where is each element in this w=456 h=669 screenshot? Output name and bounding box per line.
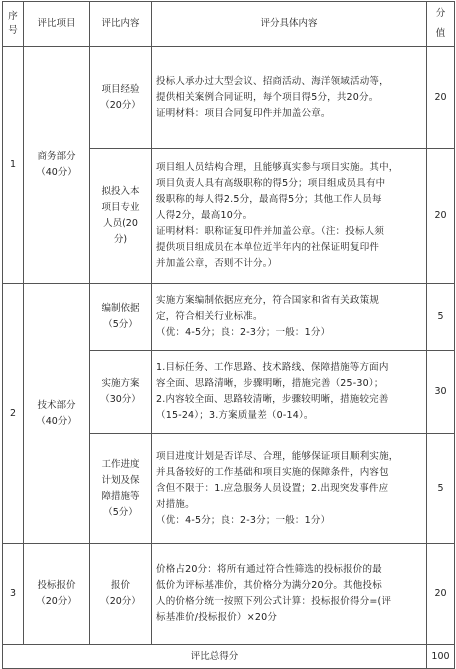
content-line: 工作进度: [101, 458, 140, 470]
item-name: 技术部分: [37, 399, 76, 411]
content-cell: [90, 351, 152, 434]
detail-line: 提供相关案例合同证明，每个项目得5分，共20分。: [156, 91, 379, 103]
detail-line: 投标人承办过大型会议、招商活动、海洋领域活动等，: [156, 75, 389, 87]
content-cell: [90, 47, 152, 149]
item-points: （20分）: [36, 596, 77, 607]
detail-line: 标基准价/投标报价）×20分: [156, 612, 278, 623]
content-line: （20分）: [100, 596, 141, 607]
detail-line: 定，符合相关行业标准。: [156, 311, 263, 322]
detail-line: 含但不限于：1.应急服务人员设置；2.出现突发事件应: [156, 482, 389, 494]
seq-cell: 2: [3, 284, 24, 544]
header-content: 评比内容: [90, 2, 152, 47]
table-row: [3, 284, 455, 351]
detail-line: 容全面、思路清晰，步骤明晰，措施完善（25-30）；: [156, 378, 384, 389]
header-item: 评比项目: [24, 2, 90, 47]
content-line: 分): [113, 234, 128, 245]
content-line: 实施方案: [101, 378, 140, 389]
total-label: 评比总得分: [3, 645, 427, 669]
detail-line: 提供项目组成员在本单位近半年内的社保证明复印件: [156, 242, 380, 253]
content-cell: [90, 149, 152, 284]
content-line: （20分）: [100, 99, 141, 111]
detail-line: （优：4-5分；良：2-3分；一般：1分）: [156, 514, 331, 526]
detail-line: 1.目标任务、工作思路、技术路线、保障措施等方面内: [156, 362, 389, 373]
detail-cell: [152, 284, 427, 351]
item-cell: [24, 544, 90, 645]
header-seq: 序号: [3, 2, 24, 47]
detail-line: 项目进度计划是否详尽、合理，能够保证项目顺利实施，: [156, 450, 399, 462]
score-cell: 20: [427, 149, 455, 284]
table-row: [3, 544, 455, 645]
header-row: [3, 2, 455, 47]
item-name: 商务部分: [37, 151, 76, 162]
content-line: 编制依据: [101, 303, 140, 314]
detail-line: 人的价格分统一按照下列公式计算：投标报价得分=(评: [156, 596, 392, 607]
header-detail: 评分具体内容: [152, 2, 427, 47]
detail-line: 证明材料：职称证复印件并加盖公章。（注：投标人须: [156, 226, 385, 237]
content-line: 拟投入本: [101, 186, 140, 197]
item-name: 投标报价: [37, 580, 76, 591]
score-cell: 20: [427, 47, 455, 149]
detail-line: 价格占20分：将所有通过符合性筛选的投标报价的最: [156, 564, 382, 575]
detail-line: 2.内容较全面、思路较清晰，步骤较明晰，措施较完善: [156, 394, 389, 405]
content-line: 项目经验: [101, 83, 140, 95]
content-line: 障措施等: [101, 490, 140, 502]
content-line: 报价: [110, 580, 130, 591]
total-score: 100: [427, 645, 455, 669]
content-cell: [90, 544, 152, 645]
detail-cell: [152, 544, 427, 645]
detail-line: 对措施。: [156, 498, 195, 510]
detail-line: （优：4-5分；良：2-3分；一般：1分）: [156, 327, 331, 338]
item-points: （40分）: [36, 167, 77, 178]
detail-line: 项目组人员结构合理，且能够真实参与项目实施。其中，: [156, 162, 399, 173]
content-line: 计划及保: [101, 474, 140, 486]
detail-line: 证明材料：项目合同复印件并加盖公章。: [156, 107, 331, 119]
score-cell: 5: [427, 284, 455, 351]
seq-cell: 3: [3, 544, 24, 645]
score-cell: 30: [427, 351, 455, 434]
table-body: [3, 47, 455, 645]
detail-cell: [152, 149, 427, 284]
item-cell: [24, 284, 90, 544]
detail-line: 并加盖公章，否则不计分。）: [156, 258, 278, 269]
detail-line: 人得2分，最高10分。: [156, 210, 253, 221]
detail-line: （15-24）；3.方案质量差（0-14）。: [156, 410, 314, 421]
detail-line: 并具备较好的工作基础和项目实施的保障条件，内容包: [156, 466, 389, 478]
score-cell: 5: [427, 434, 455, 544]
content-line: （30分）: [100, 394, 141, 405]
content-line: 项目专业: [101, 202, 140, 213]
detail-cell: [152, 47, 427, 149]
scoring-table: [2, 1, 455, 669]
detail-line: 级职称的每人得2.5分，最高得5分；其他工作人员每: [156, 194, 382, 205]
header-score: 分值: [427, 2, 455, 47]
table-row: [3, 47, 455, 149]
footer-row: [3, 645, 455, 669]
detail-line: 实施方案编制依据应充分，符合国家和省有关政策规: [156, 295, 380, 306]
detail-line: 低价为评标基准价，其价格分为满分20分。其他投标: [156, 580, 382, 591]
content-line: （5分）: [103, 319, 138, 330]
content-line: （5分）: [103, 506, 138, 518]
score-cell: 20: [427, 544, 455, 645]
detail-cell: [152, 434, 427, 544]
content-cell: [90, 284, 152, 351]
detail-line: 项目负责人具有高级职称的得5分；项目组成员具有中: [156, 178, 386, 189]
item-points: （40分）: [36, 415, 77, 427]
seq-cell: 1: [3, 47, 24, 284]
item-cell: [24, 47, 90, 284]
detail-cell: [152, 351, 427, 434]
content-line: 人员(20: [103, 218, 138, 229]
content-cell: [90, 434, 152, 544]
